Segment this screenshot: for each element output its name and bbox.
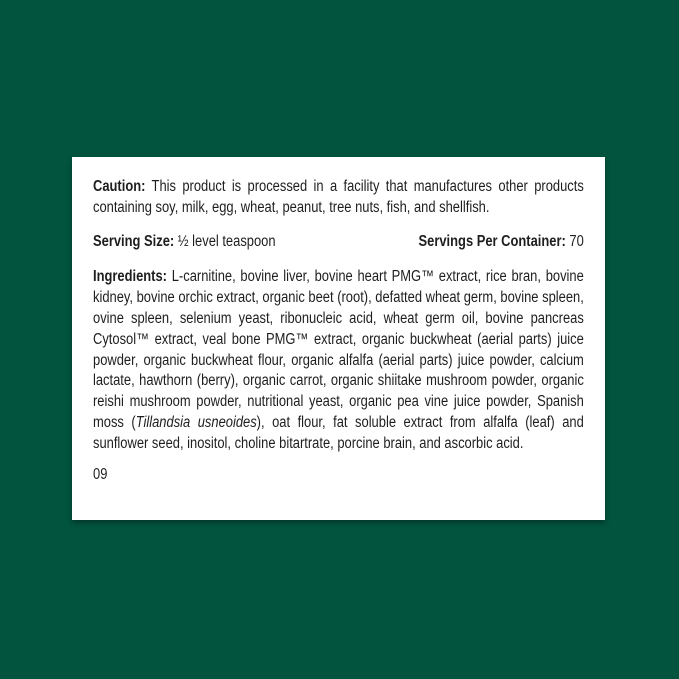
ingredients-italic-species: Tillandsia usneoides	[135, 413, 257, 431]
serving-row	[93, 232, 584, 253]
servings-per-container	[419, 232, 584, 253]
label-text-block	[93, 177, 584, 485]
ingredients-text: L-carnitine, bovine liver, bovine heart PMG™ extract, rice bran, bovine kidney, bovine orchic extract, organic beet (root), defatted wheat germ, bovine spleen, ovine spleen, selenium yeast, ribonucleic acid, wheat germ oil, bovine pancreas Cytosol™ extract, veal bone PMG™ extract, organic buckwheat (aerial parts) juice powder, organic buckwheat flour, organic alfalfa (aerial parts) juice powder, calcium lactate, hawthorn (berry), organic carrot, organic shiitake mushroom powder, organic reishi mushroom powder, nutritional yeast, organic pea vine juice powder, Spanish moss (	[93, 268, 584, 431]
footnote-code: 09	[93, 465, 108, 483]
ingredients-label: Ingredients:	[93, 268, 167, 286]
product-label-card	[72, 157, 605, 520]
servings-per-container-value: 70	[569, 232, 584, 250]
ingredients-text-after: ), oat flour, fat soluble extract from alfalfa (leaf) and sunflower seed, inositol, choline bitartrate, porcine brain, and ascorbic acid.	[93, 413, 584, 452]
serving-size	[93, 232, 276, 253]
servings-per-container-label: Servings Per Container:	[418, 232, 566, 250]
serving-size-label: Serving Size:	[93, 232, 175, 250]
ingredients-paragraph	[93, 267, 584, 454]
caution-text: This product is processed in a facility that manufactures other products containing soy, milk, egg, wheat, peanut, tree nuts, fish, and shellfish.	[93, 178, 584, 216]
serving-size-value: ½ level teaspoon	[177, 232, 276, 250]
caution-paragraph	[93, 177, 584, 219]
caution-label: Caution:	[93, 178, 146, 195]
